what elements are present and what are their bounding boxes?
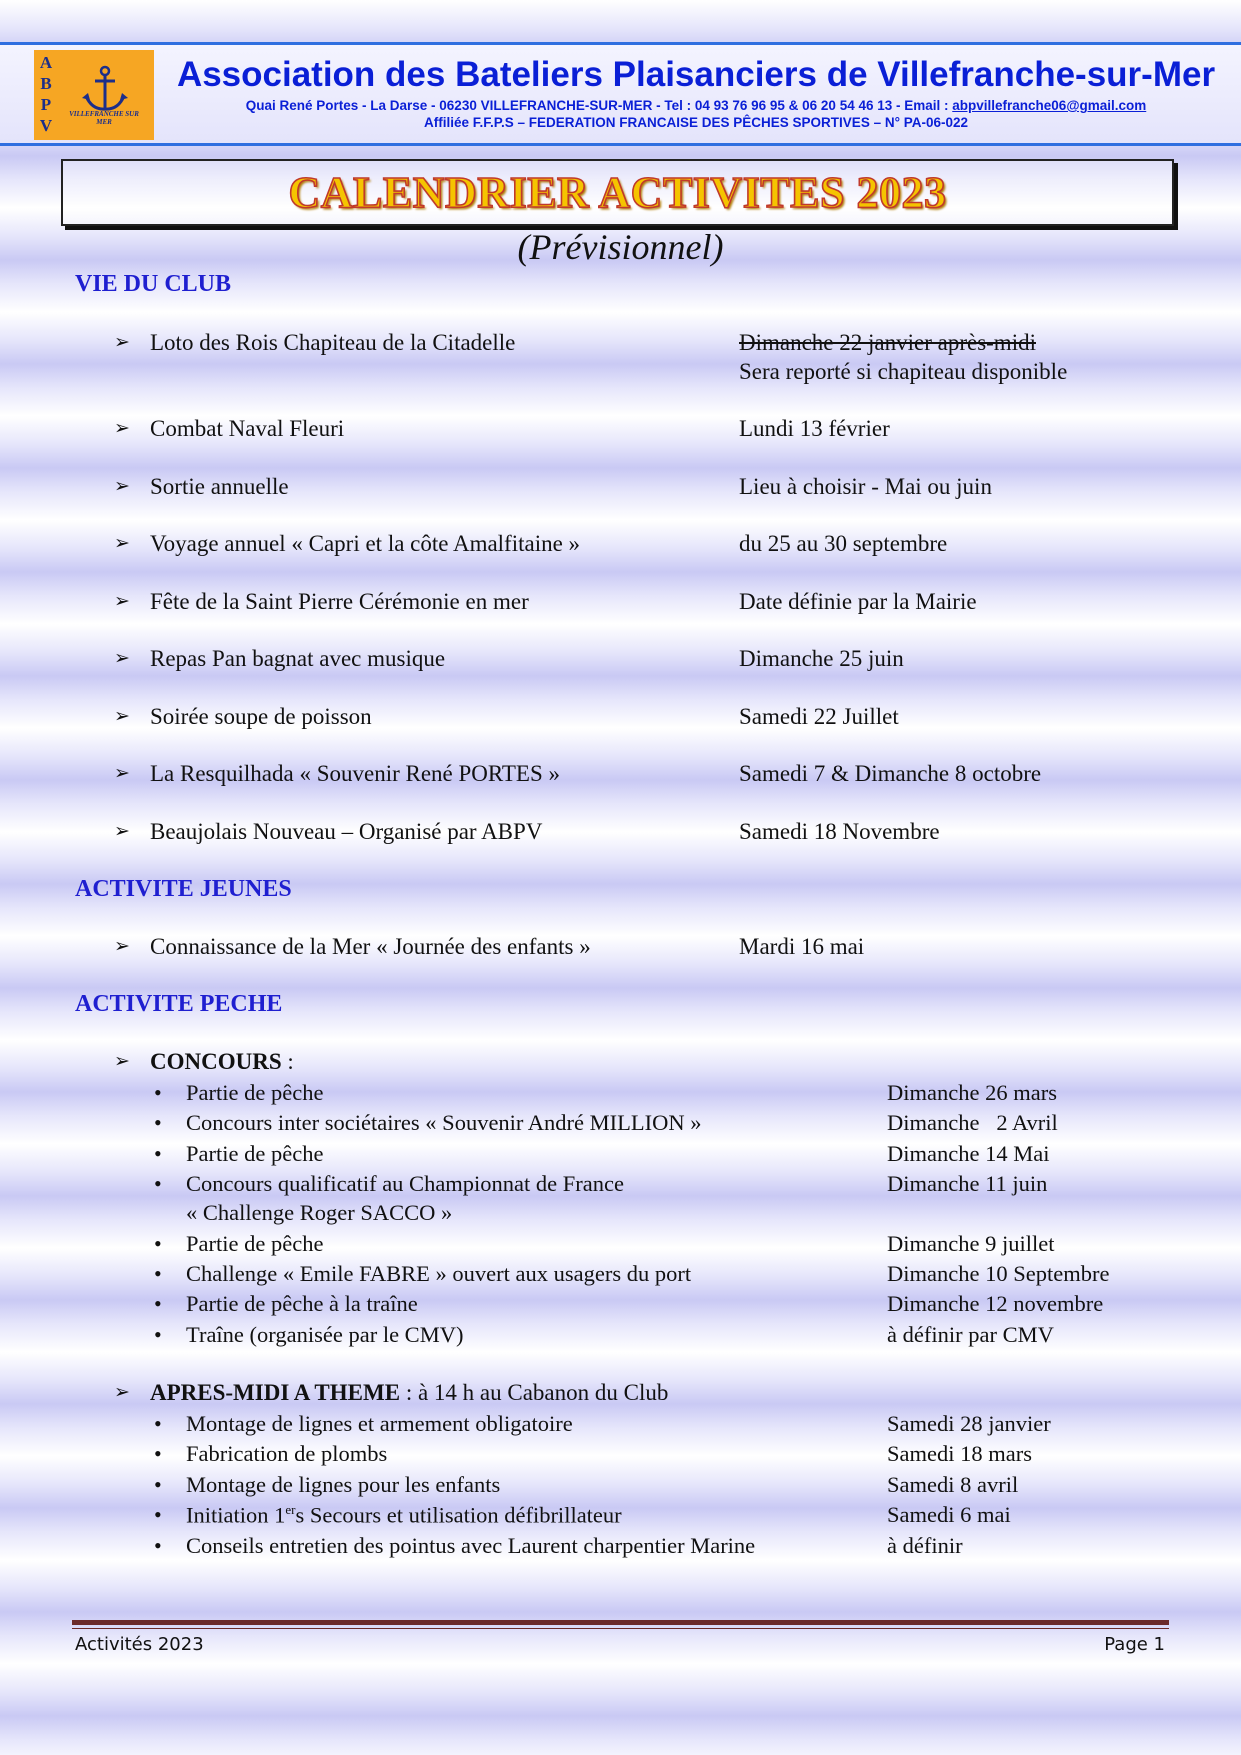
concours-date: Dimanche 12 novembre — [887, 1291, 1104, 1316]
theme-date: Samedi 8 avril — [887, 1472, 1019, 1497]
abpv-logo — [34, 50, 154, 140]
arrow-bullet-icon: ➢ — [114, 1050, 130, 1072]
activity-label: Loto des Rois Chapiteau de la Citadelle — [150, 330, 516, 355]
activity-date: Date définie par la Mairie — [739, 589, 977, 614]
theme-date: Samedi 6 mai — [887, 1502, 1011, 1527]
footer-divider — [72, 1620, 1169, 1625]
activity-date: Samedi 22 Juillet — [739, 704, 899, 729]
concours-label: Concours qualificatif au Championnat de France — [186, 1171, 624, 1196]
concours-label: Concours inter sociétaires « Souvenir André MILLION » — [186, 1110, 702, 1135]
activity-date: Lundi 13 février — [739, 416, 890, 441]
activity-label: Soirée soupe de poisson — [150, 704, 372, 729]
concours-date: Dimanche 26 mars — [887, 1080, 1057, 1105]
page-subtitle: (Prévisionnel) — [517, 227, 724, 267]
theme-label: Montage de lignes et armement obligatoire — [186, 1411, 573, 1436]
arrow-bullet-icon: ➢ — [114, 1381, 130, 1403]
concours-date: Dimanche 11 juin — [887, 1171, 1048, 1196]
concours-label-line2: « Challenge Roger SACCO » — [186, 1200, 453, 1225]
activity-date: Mardi 16 mai — [739, 934, 865, 959]
activity-label: Fête de la Saint Pierre Cérémonie en mer — [150, 589, 529, 614]
bullet-icon: • — [154, 1472, 162, 1497]
bullet-icon: • — [154, 1322, 162, 1347]
section-vie-du-club: VIE DU CLUB — [75, 271, 232, 297]
apres-midi-heading: APRES-MIDI A THEME : à 14 h au Cabanon du Club — [150, 1380, 669, 1405]
theme-label: Conseils entretien des pointus avec Laurent charpentier Marine — [186, 1533, 756, 1558]
arrow-bullet-icon: ➢ — [114, 820, 130, 842]
arrow-bullet-icon: ➢ — [114, 475, 130, 497]
concours-date: Dimanche 9 juillet — [887, 1231, 1055, 1256]
concours-label: Partie de pêche — [186, 1080, 324, 1105]
section-activite-peche: ACTIVITE PECHE — [75, 991, 283, 1017]
activity-date: Dimanche 25 juin — [739, 646, 904, 671]
activity-date: Samedi 18 Novembre — [739, 819, 940, 844]
bullet-icon: • — [154, 1411, 162, 1436]
theme-date: Samedi 28 janvier — [887, 1411, 1051, 1436]
arrow-bullet-icon: ➢ — [114, 532, 130, 554]
concours-label: Partie de pêche — [186, 1141, 324, 1166]
theme-date: à définir — [887, 1533, 963, 1558]
arrow-bullet-icon: ➢ — [114, 935, 130, 957]
email-link[interactable]: abpvillefranche06@gmail.com — [952, 98, 1147, 113]
activity-label: Voyage annuel « Capri et la côte Amalfitaine » — [150, 531, 581, 556]
association-name: Association des Bateliers Plaisanciers de Villefranche-sur-Mer — [176, 55, 1216, 94]
arrow-bullet-icon: ➢ — [114, 590, 130, 612]
activity-note: Sera reporté si chapiteau disponible — [739, 359, 1068, 384]
contact-line — [166, 98, 1226, 113]
activity-date: du 25 au 30 septembre — [739, 531, 948, 556]
bullet-icon: • — [154, 1533, 162, 1558]
footer-left-text: Activités 2023 — [75, 1634, 204, 1655]
bullet-icon: • — [154, 1171, 162, 1196]
bullet-icon: • — [154, 1502, 162, 1527]
page-title: CALENDRIER ACTIVITES 2023 — [288, 168, 947, 217]
logo-ring-text: VILLEFRANCHE SUR MER — [69, 110, 139, 126]
bullet-icon: • — [154, 1291, 162, 1316]
concours-label: Traîne (organisée par le CMV) — [186, 1322, 464, 1347]
title-box — [61, 159, 1174, 226]
bullet-icon: • — [154, 1141, 162, 1166]
section-activite-jeunes: ACTIVITE JEUNES — [75, 876, 292, 902]
anchor-icon — [80, 64, 130, 114]
page-number: Page 1 — [1104, 1634, 1165, 1655]
letterhead — [0, 42, 1241, 146]
arrow-bullet-icon: ➢ — [114, 762, 130, 784]
concours-heading: CONCOURS : — [150, 1049, 294, 1074]
concours-date: Dimanche 10 Septembre — [887, 1261, 1110, 1286]
affiliation-line: Affiliée F.F.P.S – FEDERATION FRANCAISE DES PÊCHES SPORTIVES – N° PA-06-022 — [423, 115, 969, 130]
arrow-bullet-icon: ➢ — [114, 705, 130, 727]
bullet-icon: • — [154, 1441, 162, 1466]
bullet-icon: • — [154, 1261, 162, 1286]
activity-date: Samedi 7 & Dimanche 8 octobre — [739, 761, 1042, 786]
activity-label: Combat Naval Fleuri — [150, 416, 345, 441]
theme-label: Montage de lignes pour les enfants — [186, 1472, 501, 1497]
theme-date: Samedi 18 mars — [887, 1441, 1032, 1466]
bullet-icon: • — [154, 1080, 162, 1105]
address-text: Quai René Portes - La Darse - 06230 VILLEFRANCHE-SUR-MER - Tel : 04 93 76 96 95 & 06 20 54 46 13 - Email : — [245, 98, 953, 113]
concours-date: à définir par CMV — [887, 1322, 1054, 1347]
arrow-bullet-icon: ➢ — [114, 417, 130, 439]
concours-label: Partie de pêche à la traîne — [186, 1291, 418, 1316]
theme-label: Initiation 1ers Secours et utilisation défibrillateur — [186, 1502, 622, 1528]
footer-divider-thin — [72, 1628, 1169, 1629]
concours-label: Partie de pêche — [186, 1231, 324, 1256]
arrow-bullet-icon: ➢ — [114, 647, 130, 669]
bullet-icon: • — [154, 1110, 162, 1135]
activity-label: Sortie annuelle — [150, 474, 289, 499]
activity-date: Dimanche 22 janvier après-midi — [739, 330, 1036, 355]
theme-label: Fabrication de plombs — [186, 1441, 388, 1466]
logo-letters: A B P V — [39, 53, 53, 135]
activity-label: Connaissance de la Mer « Journée des enfants » — [150, 934, 591, 959]
concours-date: Dimanche 2 Avril — [887, 1110, 1058, 1135]
concours-date: Dimanche 14 Mai — [887, 1141, 1050, 1166]
activity-date: Lieu à choisir - Mai ou juin — [739, 474, 992, 499]
bullet-icon: • — [154, 1231, 162, 1256]
activity-label: Beaujolais Nouveau – Organisé par ABPV — [150, 819, 543, 844]
activity-label: La Resquilhada « Souvenir René PORTES » — [150, 761, 561, 786]
concours-label: Challenge « Emile FABRE » ouvert aux usagers du port — [186, 1261, 692, 1286]
activity-label: Repas Pan bagnat avec musique — [150, 646, 446, 671]
arrow-bullet-icon: ➢ — [114, 331, 130, 353]
